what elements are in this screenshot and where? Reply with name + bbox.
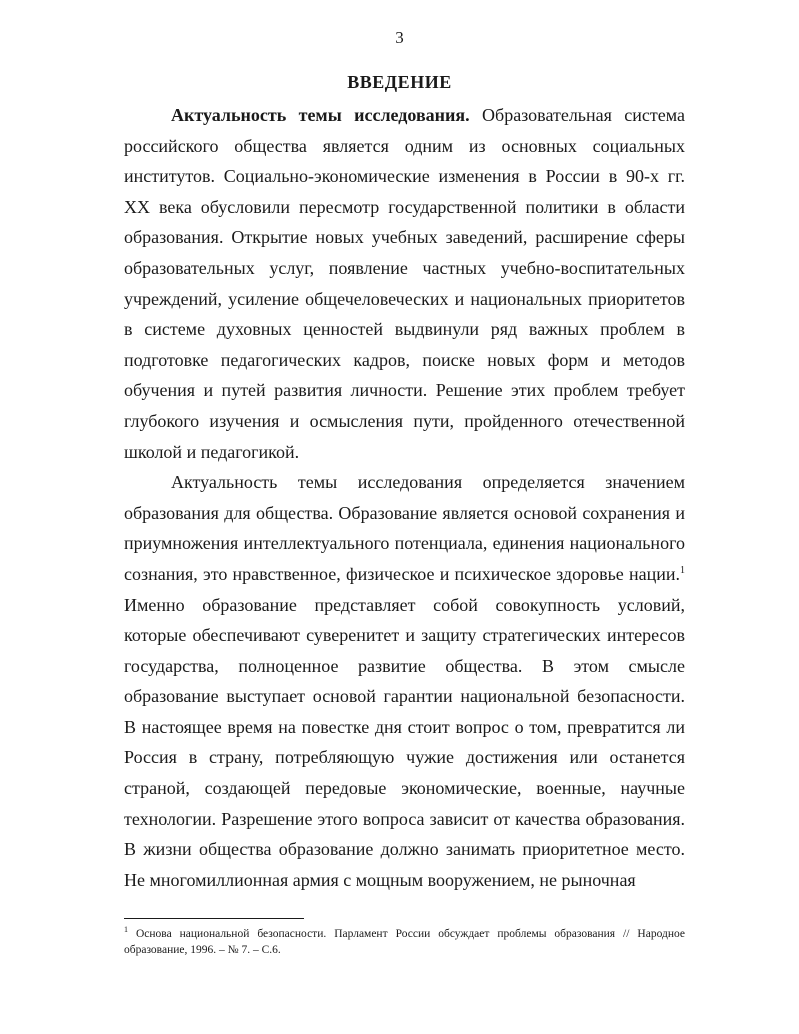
paragraph-text-before-note: Актуальность темы исследования определяется значением образования для общества. Образование является основой сохранения и приумножения интеллектуального потенциала, единения национального сознания, это нравственное, физическое и психическое здоровье нации. <box>124 472 685 584</box>
footnote-mark: 1 <box>124 925 128 935</box>
paragraph-1 <box>124 100 685 467</box>
footnote-separator <box>124 918 304 919</box>
paragraph-text: Образовательная система российского общества является одним из основных социальных институтов. Социально-экономические изменения в России в 90-х гг. XX века обусловили пересмотр государственной политики в области образования. Открытие новых учебных заведений, расширение сферы образовательных услуг, появление частных учебно-воспитательных учреждений, усиление общечеловеческих и национальных приоритетов в системе духовных ценностей выдвинули ряд важных проблем в подготовке педагогических кадров, поиске новых форм и методов обучения и путей развития личности. Решение этих проблем требует глубокого изучения и осмысления пути, пройденного отечественной школой и педагогикой. <box>124 105 686 462</box>
footnote <box>124 926 685 958</box>
paragraph-2 <box>124 467 685 895</box>
paragraph-lead: Актуальность темы исследования. <box>171 105 470 125</box>
footnote-text: Основа национальной безопасности. Парламент России обсуждает проблемы образования // Народное образование, 1996. – № 7. – С.6. <box>124 928 685 956</box>
section-heading: ВВЕДЕНИЕ <box>347 72 452 92</box>
paragraph-text-after-note: Именно образование представляет собой совокупность условий, которые обеспечивают суверенитет и защиту стратегических интересов государства, полноценное развитие общества. В этом смысле образование выступает основой гарантии национальной безопасности. В настоящее время на повестке дня стоит вопрос о том, превратится ли Россия в страну, потребляющую чужие достижения или останется страной, создающей передовые экономические, военные, научные технологии. Разрешение этого вопроса зависит от качества образования. В жизни общества образование должно занимать приоритетное место. Не многомиллионная армия с мощным вооружением, не рыночная <box>124 594 685 890</box>
body-text <box>124 100 685 895</box>
footnote-reference: 1 <box>680 564 685 576</box>
page-number: 3 <box>395 28 404 47</box>
